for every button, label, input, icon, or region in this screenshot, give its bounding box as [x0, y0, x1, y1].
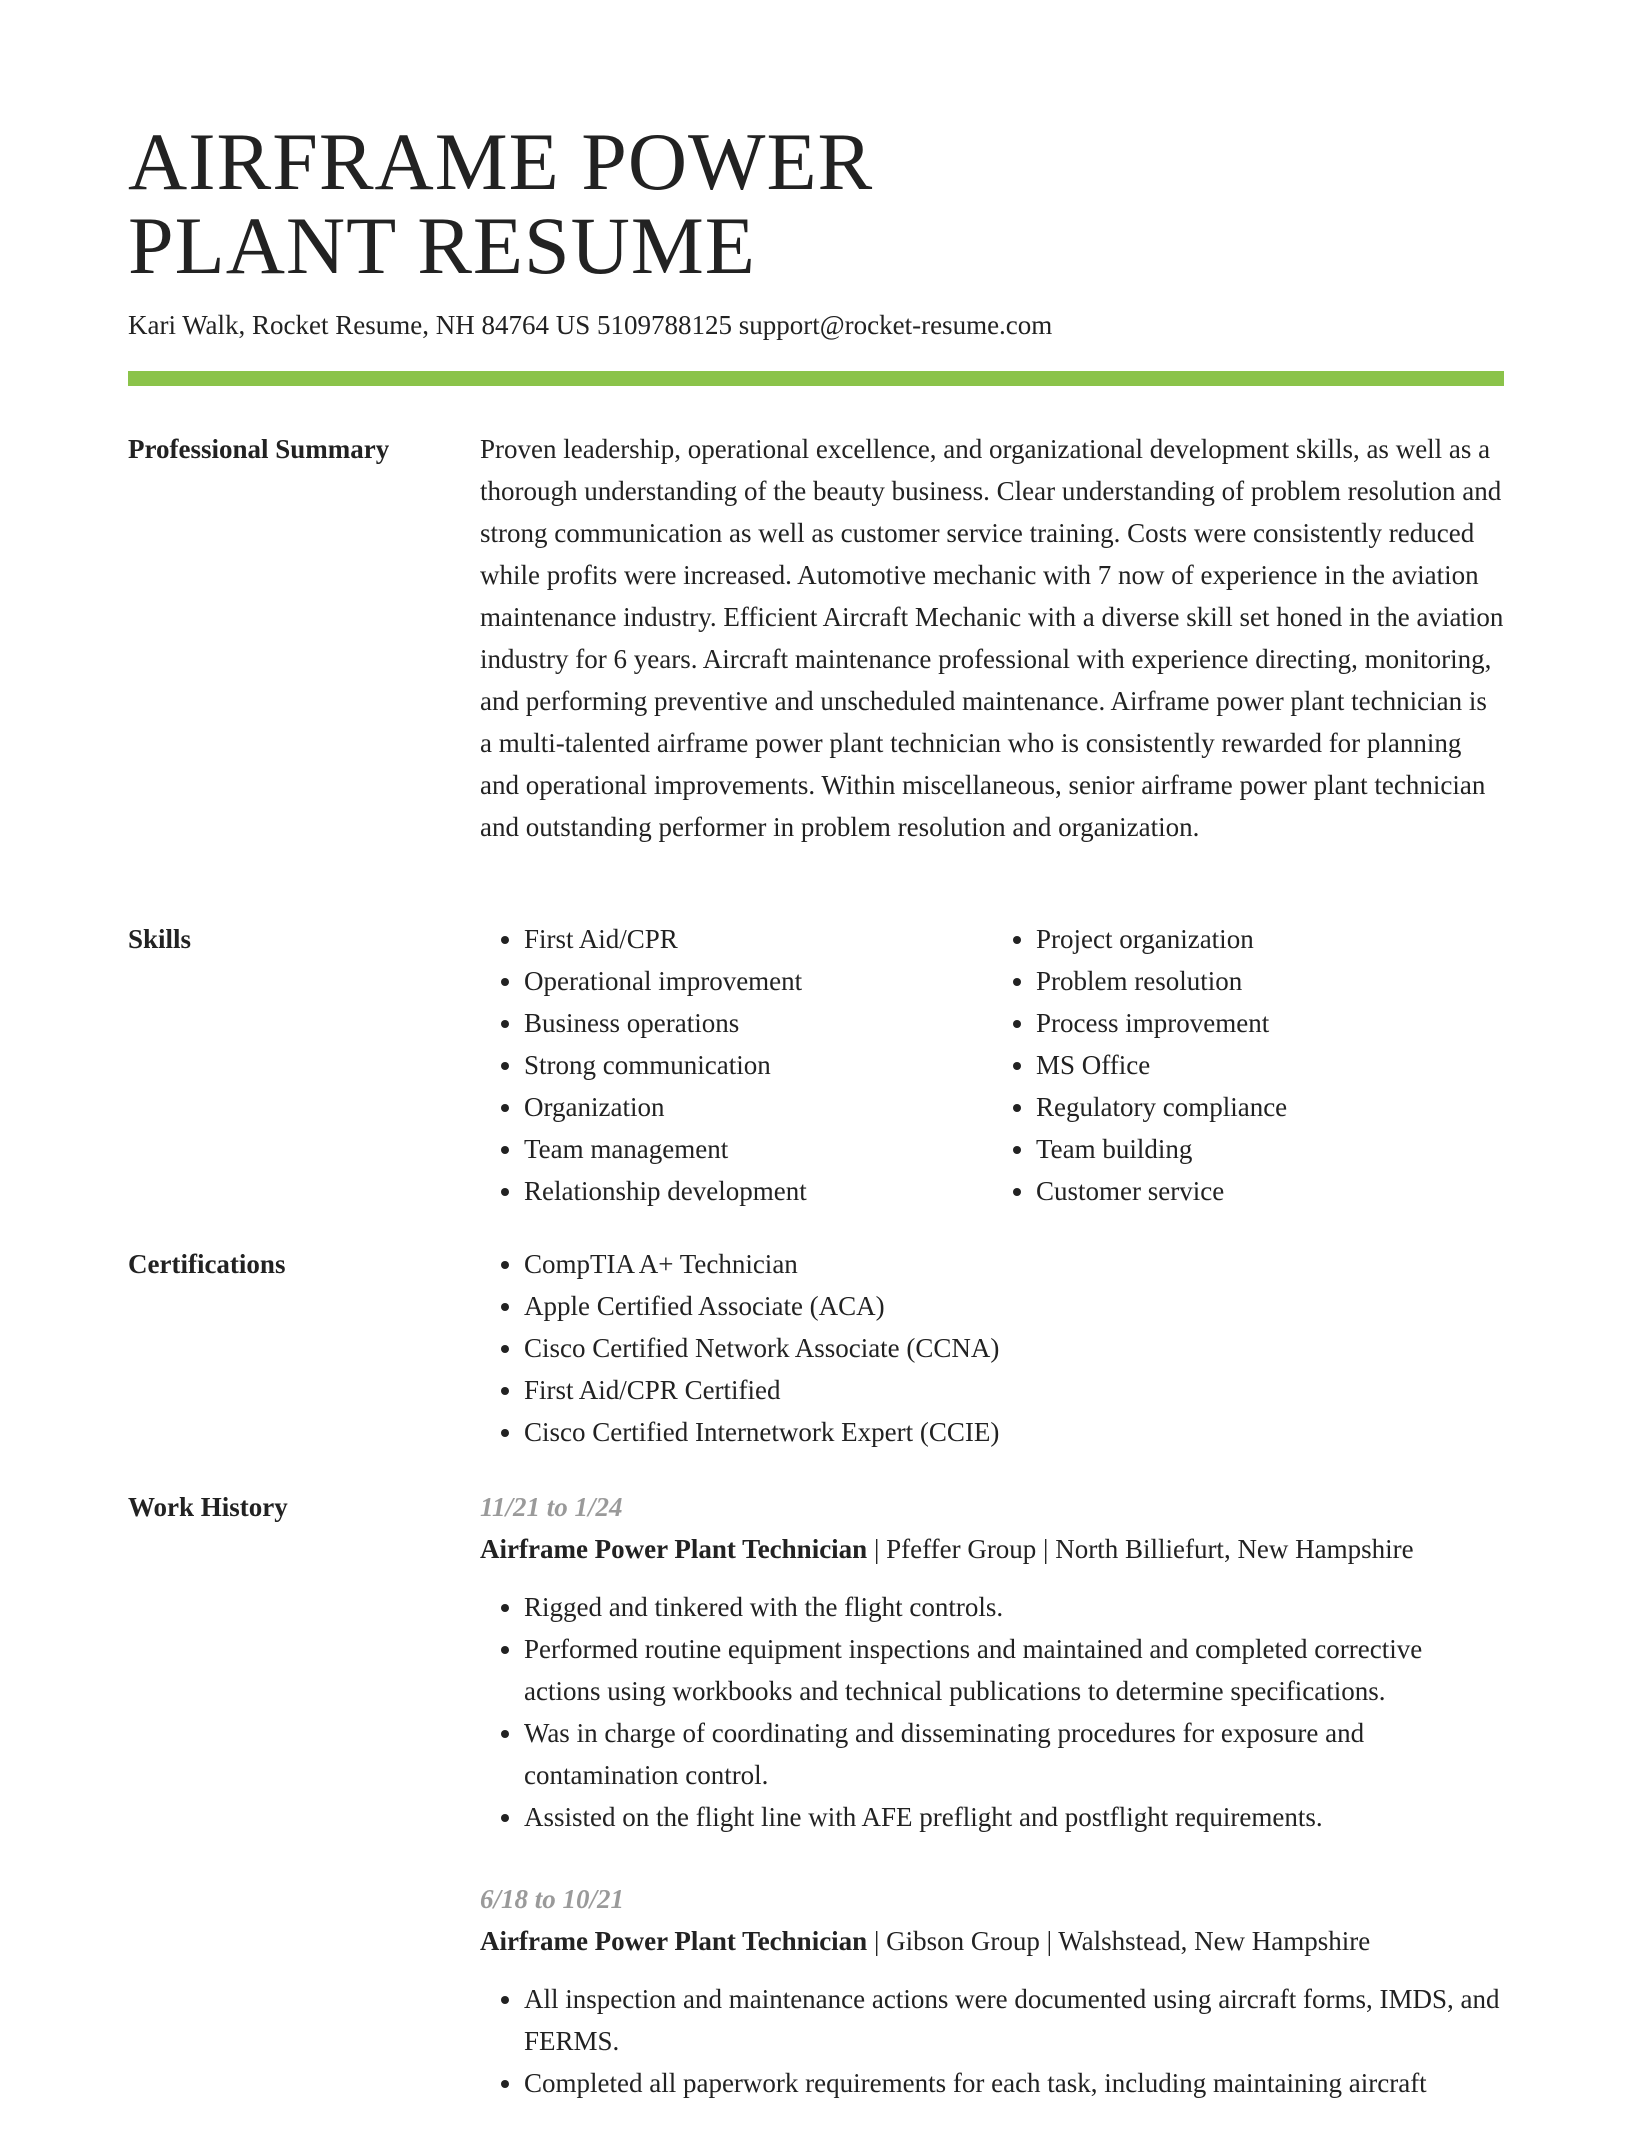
skill-item: • Process improvement: [1036, 1002, 1504, 1044]
job-entry: [480, 1878, 1504, 2104]
skill-item: • Organization: [524, 1086, 992, 1128]
section-label-summary: Professional Summary: [128, 434, 390, 464]
certifications-list: [480, 1243, 1504, 1453]
certification-item: • Cisco Certified Network Associate (CCNA): [524, 1327, 1504, 1369]
skill-item: • Team building: [1036, 1128, 1504, 1170]
section-label-work: Work History: [128, 1492, 288, 1522]
skills-content: [480, 918, 1504, 1212]
resume-header: [128, 116, 1504, 341]
work-history-content: [480, 1486, 1504, 2144]
job-bullet: • Was in charge of coordinating and disseminating procedures for exposure and contamination control.: [524, 1712, 1504, 1796]
section-label-skills: Skills: [128, 924, 192, 954]
accent-divider: [128, 371, 1504, 386]
skills-list-right: [992, 918, 1504, 1212]
job-details: | Gibson Group | Walshstead, New Hampshire: [867, 1926, 1371, 1956]
job-bullet: • Performed routine equipment inspections and maintained and completed corrective actions using workbooks and technical publications to determine specifications.: [524, 1628, 1504, 1712]
job-title: Airframe Power Plant Technician: [480, 1926, 868, 1956]
job-title: Airframe Power Plant Technician: [480, 1534, 868, 1564]
skill-item: • Team management: [524, 1128, 992, 1170]
certification-item: • Cisco Certified Internetwork Expert (CCIE): [524, 1411, 1504, 1453]
skill-item: • MS Office: [1036, 1044, 1504, 1086]
skill-item: • Business operations: [524, 1002, 992, 1044]
certification-item: • First Aid/CPR Certified: [524, 1369, 1504, 1411]
skill-item: • Project organization: [1036, 918, 1504, 960]
skill-item: • Operational improvement: [524, 960, 992, 1002]
job-bullets: [480, 1978, 1504, 2104]
certifications-content: [480, 1243, 1504, 1453]
title-line-2: PLANT RESUME: [128, 200, 756, 291]
job-bullets: [480, 1586, 1504, 1838]
skill-item: • Relationship development: [524, 1170, 992, 1212]
resume-title: [128, 116, 1504, 291]
skill-item: • First Aid/CPR: [524, 918, 992, 960]
skill-item: • Strong communication: [524, 1044, 992, 1086]
job-entry: [480, 1486, 1504, 1838]
skill-item: • Customer service: [1036, 1170, 1504, 1212]
section-label-certifications: Certifications: [128, 1249, 286, 1279]
job-heading: [480, 1920, 1504, 1962]
skill-item: • Problem resolution: [1036, 960, 1504, 1002]
summary-text: Proven leadership, operational excellence, and organizational development skills, as well as a thorough understanding of the beauty business. Clear understanding of problem resolution and strong communication as well as customer service training. Costs were consistently reduced while profits were increased. Automotive mechanic with 7 now of experience in the aviation maintenance industry. Efficient Aircraft Mechanic with a diverse skill set honed in the aviation industry for 6 years. Aircraft maintenance professional with experience directing, monitoring, and performing preventive and unscheduled maintenance. Airframe power plant technician is a multi-talented airframe power plant technician who is consistently rewarded for planning and operational improvements. Within miscellaneous, senior airframe power plant technician and outstanding performer in problem resolution and organization.: [480, 434, 1504, 842]
job-bullet: • Rigged and tinkered with the flight controls.: [524, 1586, 1504, 1628]
summary-content: [480, 428, 1504, 848]
job-heading: [480, 1528, 1504, 1570]
job-details: | Pfeffer Group | North Billiefurt, New Hampshire: [867, 1534, 1414, 1564]
job-bullet: • All inspection and maintenance actions were documented using aircraft forms, IMDS, and FERMS.: [524, 1978, 1504, 2062]
skills-list-left: [480, 918, 992, 1212]
job-bullet: • Completed all paperwork requirements for each task, including maintaining aircraft: [524, 2062, 1504, 2104]
certification-item: • Apple Certified Associate (ACA): [524, 1285, 1504, 1327]
certification-item: • CompTIA A+ Technician: [524, 1243, 1504, 1285]
title-line-1: AIRFRAME POWER: [128, 116, 874, 207]
job-bullet: • Assisted on the flight line with AFE preflight and postflight requirements.: [524, 1796, 1504, 1838]
skill-item: • Regulatory compliance: [1036, 1086, 1504, 1128]
contact-line: Kari Walk, Rocket Resume, NH 84764 US 5109788125 support@rocket-resume.com: [128, 310, 1053, 340]
job-dates: 11/21 to 1/24: [480, 1492, 623, 1522]
job-dates: 6/18 to 10/21: [480, 1884, 625, 1914]
